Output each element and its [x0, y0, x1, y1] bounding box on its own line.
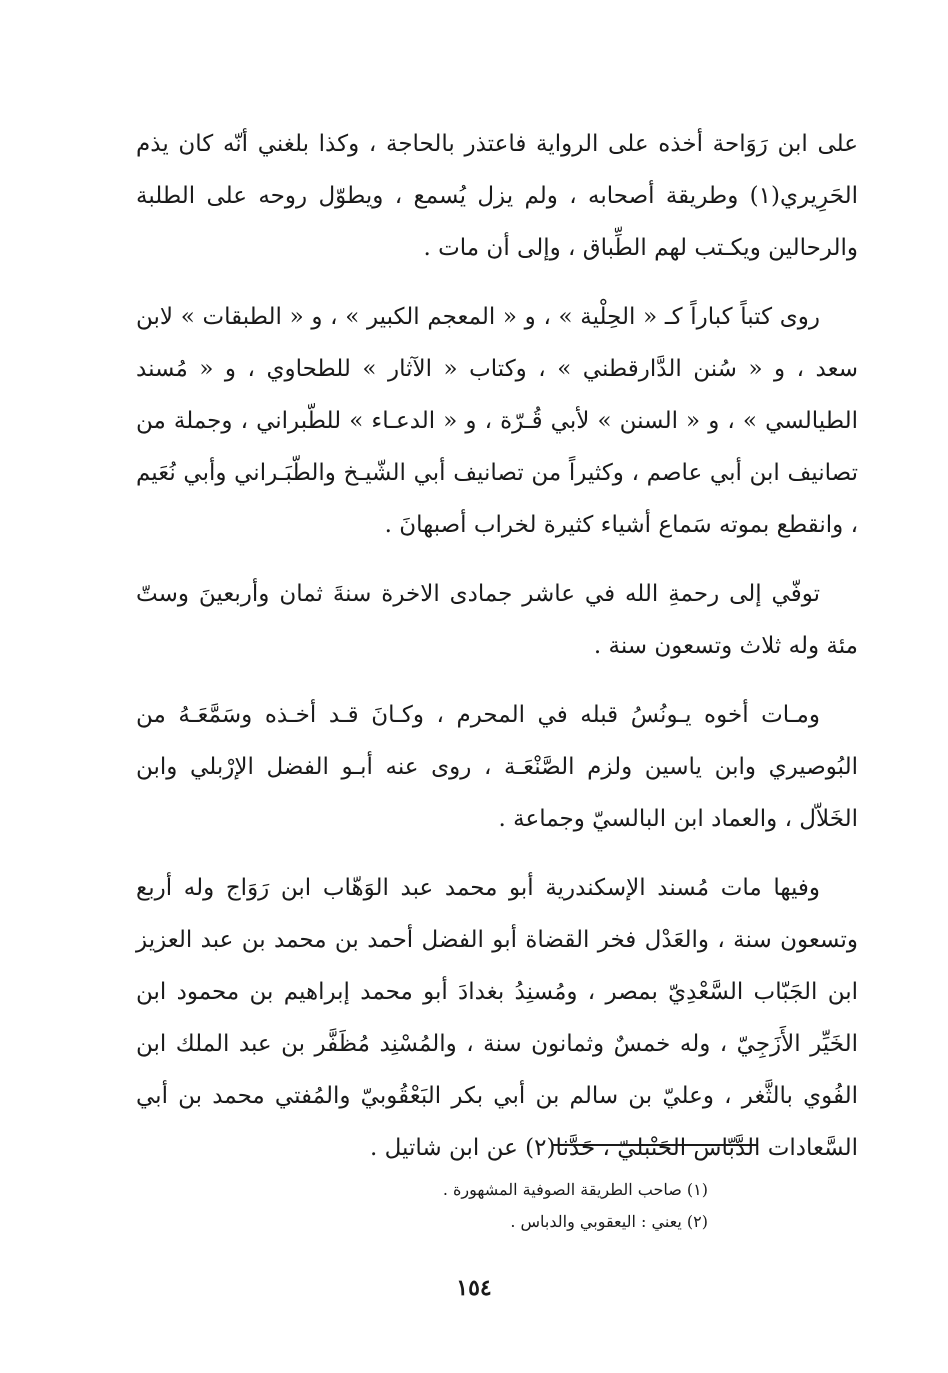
paragraph-4: ومـات أخوه يـونُسُ قبله في المحرم ، وكـانَ قـد أخـذه وسَمَّعَـهُ من البُوصيري وابن ياسين ولزم الصَّنْعَـة ، روى عنه أبـو الفضل الإرْبلي وابن الخَلاّل ، والعماد ابن البالسيّ وجماعة . — [136, 702, 858, 832]
page-number: ١٥٤ — [456, 1275, 492, 1301]
footnote-1: (١) صاحب الطريقة الصوفية المشهورة . — [442, 1180, 708, 1199]
paragraph-1: على ابن رَوَاحة أخذه على الرواية فاعتذر بالحاجة ، وكذا بلغني أنّه كان يذم الحَرِيري(١) وطريقة أصحابه ، ولم يزل يُسمع ، ويطوّل روحه على الطلبة والرحالين ويكـتب لهم الطِّباق ، وإلى أن مات . — [136, 131, 858, 261]
footnote-separator — [553, 1144, 758, 1146]
main-text — [136, 118, 858, 1191]
paragraph-2: روى كتباً كباراً كـ « الحِلْية » ، و « المعجم الكبير » ، و « الطبقات » لابن سعد ، و « سُنن الدَّارقطني » ، وكتاب « الآثار » للطحاوي ، و « مُسند الطيالسي » ، و « السنن » لأبي قُـرّة ، و « الدعـاء » للطّبراني ، وجملة من تصانيف ابن أبي عاصم ، وكثيراً من تصانيف أبي الشّيـخ والطّبَـراني وأبي نُعَيم ، وانقطع بموته سَماع أشياء كثيرة لخراب أصبهانَ . — [136, 304, 858, 538]
footnotes — [248, 1174, 708, 1238]
paragraph-3: توفّي إلى رحمةِ الله في عاشر جمادى الاخرة سنةَ ثمان وأربعينَ وستّ مئة وله ثلاث وتسعون سنة . — [136, 581, 858, 659]
footnote-2: (٢) يعني : اليعقوبي والدباس . — [510, 1212, 708, 1231]
paragraph-5: وفيها مات مُسند الإسكندرية أبو محمد عبد الوَهّاب ابن رَوَاج وله أربع وتسعون سنة ، والعَدْل فخر القضاة أبو الفضل أحمد بن محمد بن عبد العزيز ابن الجَبّاب السَّعْدِيّ بمصر ، ومُسنِدُ بغدادَ أبو محمد إبراهيم بن محمود ابن الخَيِّر الأَزَجِيّ ، وله خمسٌ وثمانون سنة ، والمُسْنِد مُظَفَّر بن عبد الملك ابن الفُوي بالثَّغر ، وعليّ بن سالم بن أبي بكر البَعْقُوبيّ والمُفتي محمد بن أبي السَّعادات الدَّبّاس الحَنْبليّ ، حَدَّثا(٢) عن ابن شاتيل . — [136, 875, 858, 1161]
